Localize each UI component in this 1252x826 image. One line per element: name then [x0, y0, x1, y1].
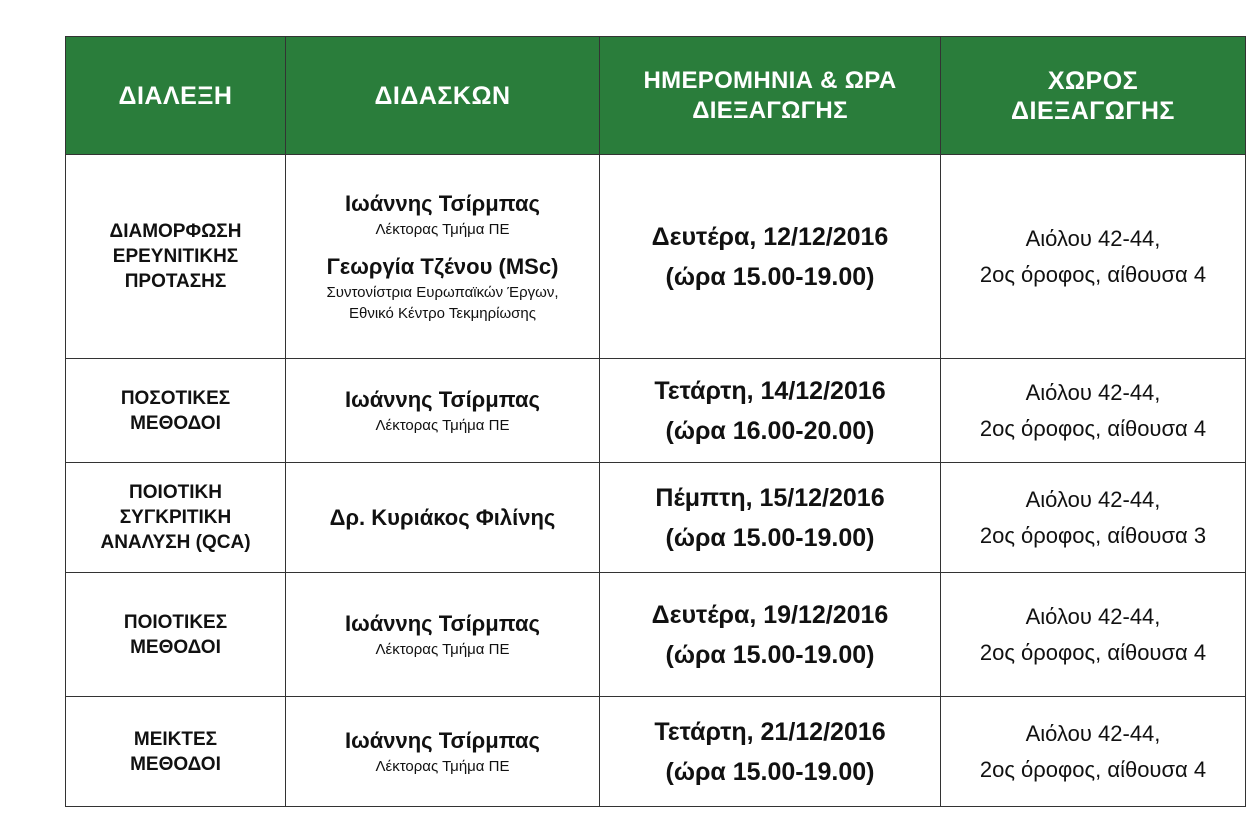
- venue-address: Αιόλου 42-44,: [1025, 379, 1161, 405]
- lecture-cell: [66, 359, 286, 463]
- instructor-spacer: [292, 240, 593, 252]
- venue-room: 2ος όροφος, αίθουσα 3: [979, 522, 1207, 548]
- instructor-role: Λέκτορας Τμήμα ΠΕ: [375, 221, 510, 238]
- header-instructor: ΔΙΔΑΣΚΩΝ: [286, 37, 600, 155]
- datetime-cell: [600, 697, 941, 807]
- instructor-cell: [286, 463, 600, 573]
- lecture-cell: [66, 697, 286, 807]
- instructor-cell: [286, 573, 600, 697]
- instructor-cell: [286, 359, 600, 463]
- instructor-name: Ιωάννης Τσίρμπας: [345, 387, 540, 412]
- lecture-title-line: ΜΕΙΚΤΕΣ: [133, 728, 218, 750]
- header-datetime-line1: ΗΜΕΡΟΜΗΝΙΑ & ΩΡΑ: [643, 66, 897, 94]
- table-header: [66, 37, 1246, 155]
- lecture-title-line: ΠΟΣΟΤΙΚΕΣ: [120, 387, 231, 409]
- lecture-title-line: ΑΝΑΛΥΣΗ (QCA): [100, 532, 251, 553]
- table-row: [66, 359, 1246, 463]
- table-row: [66, 155, 1246, 359]
- venue-room: 2ος όροφος, αίθουσα 4: [979, 261, 1207, 287]
- datetime-cell: [600, 155, 941, 359]
- lecture-date: Δευτέρα, 19/12/2016: [651, 600, 889, 629]
- venue-address: Αιόλου 42-44,: [1025, 225, 1161, 251]
- instructor-name: Δρ. Κυριάκος Φιλίνης: [329, 504, 556, 530]
- venue-room: 2ος όροφος, αίθουσα 4: [979, 415, 1207, 441]
- instructor-role: Λέκτορας Τμήμα ΠΕ: [375, 758, 510, 775]
- venue-address: Αιόλου 42-44,: [1025, 720, 1161, 746]
- lecture-title-line: ΠΡΟΤΑΣΗΣ: [124, 271, 227, 292]
- lecture-title-line: ΠΟΙΟΤΙΚΗ: [129, 482, 222, 503]
- lecture-title-line: ΕΡΕΥΝΙΤΙΚΗΣ: [112, 246, 239, 267]
- venue-address: Αιόλου 42-44,: [1025, 486, 1161, 512]
- datetime-cell: [600, 359, 941, 463]
- instructor-name: Ιωάννης Τσίρμπας: [345, 611, 540, 636]
- header-datetime: [600, 37, 941, 155]
- lecture-title: [72, 610, 279, 660]
- venue-cell: [941, 697, 1246, 807]
- lecture-time: (ώρα 15.00-19.00): [665, 523, 875, 552]
- lecture-time: (ώρα 15.00-19.00): [665, 640, 875, 669]
- table-row: [66, 573, 1246, 697]
- lecture-date: Δευτέρα, 12/12/2016: [651, 222, 889, 251]
- venue-cell: [941, 573, 1246, 697]
- venue-cell: [941, 359, 1246, 463]
- datetime-cell: [600, 573, 941, 697]
- table-row: [66, 697, 1246, 807]
- lecture-title-line: ΔΙΑΜΟΡΦΩΣΗ: [109, 221, 242, 242]
- venue-address: Αιόλου 42-44,: [1025, 603, 1161, 629]
- instructor-name: Ιωάννης Τσίρμπας: [345, 728, 540, 753]
- datetime-cell: [600, 463, 941, 573]
- lecture-date: Τετάρτη, 14/12/2016: [654, 376, 886, 405]
- instructor-role: Εθνικό Κέντρο Τεκμηρίωσης: [349, 305, 536, 322]
- instructor-cell: [286, 155, 600, 359]
- header-venue-line1: ΧΩΡΟΣ: [1047, 66, 1139, 95]
- venue-room: 2ος όροφος, αίθουσα 4: [979, 639, 1207, 665]
- venue-cell: [941, 155, 1246, 359]
- instructor-role: Λέκτορας Τμήμα ΠΕ: [375, 641, 510, 658]
- table-body: [66, 155, 1246, 807]
- lecture-date: Πέμπτη, 15/12/2016: [655, 483, 885, 512]
- lecture-title: [72, 219, 279, 294]
- lecture-title-line: ΠΟΙΟΤΙΚΕΣ: [123, 611, 228, 633]
- instructor-name: Γεωργία Τζένου (MSc): [326, 254, 559, 279]
- instructor-name: Ιωάννης Τσίρμπας: [345, 191, 540, 216]
- instructor-cell: [286, 697, 600, 807]
- lecture-cell: [66, 463, 286, 573]
- lecture-title: [72, 386, 279, 436]
- lecture-title-line: ΣΥΓΚΡΙΤΙΚΗ: [119, 507, 232, 528]
- lecture-title: [72, 480, 279, 555]
- lecture-cell: [66, 573, 286, 697]
- instructor-role: Λέκτορας Τμήμα ΠΕ: [375, 417, 510, 434]
- table-row: [66, 463, 1246, 573]
- lecture-cell: [66, 155, 286, 359]
- header-datetime-line2: ΔΙΕΞΑΓΩΓΗΣ: [692, 96, 848, 124]
- venue-cell: [941, 463, 1246, 573]
- lecture-title: [72, 727, 279, 777]
- lecture-time: (ώρα 16.00-20.00): [665, 416, 875, 445]
- lecture-time: (ώρα 15.00-19.00): [665, 262, 875, 291]
- lecture-title-line: ΜΕΘΟΔΟΙ: [130, 636, 221, 658]
- lecture-title-line: ΜΕΘΟΔΟΙ: [130, 753, 221, 775]
- header-venue-line2: ΔΙΕΞΑΓΩΓΗΣ: [1011, 96, 1175, 125]
- lecture-time: (ώρα 15.00-19.00): [665, 757, 875, 786]
- header-lecture: ΔΙΑΛΕΞΗ: [66, 37, 286, 155]
- header-row: [66, 37, 1246, 155]
- lecture-title-line: ΜΕΘΟΔΟΙ: [130, 412, 221, 434]
- lecture-date: Τετάρτη, 21/12/2016: [654, 717, 886, 746]
- lecture-schedule-table: [65, 36, 1246, 807]
- instructor-role: Συντονίστρια Ευρωπαϊκών Έργων,: [326, 284, 559, 301]
- venue-room: 2ος όροφος, αίθουσα 4: [979, 756, 1207, 782]
- header-venue: [941, 37, 1246, 155]
